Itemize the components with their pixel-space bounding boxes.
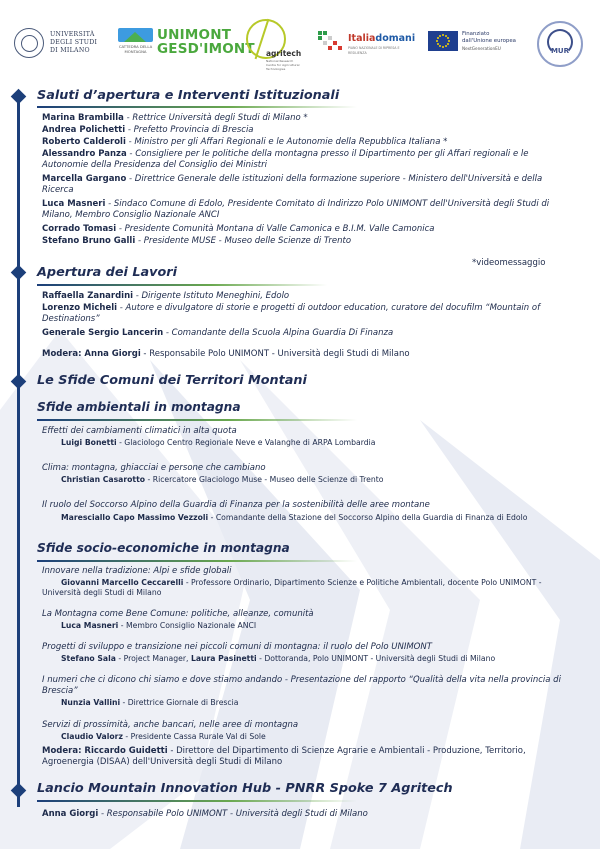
eu-funding-logo	[428, 27, 528, 57]
eu-text-line2: dall'Unione europea	[462, 38, 516, 44]
timeline-marker	[10, 89, 26, 105]
section-underline	[37, 284, 327, 286]
unimi-logo-line: UNIVERSITÀ	[50, 31, 95, 38]
section-underline	[37, 560, 357, 562]
eu-star-icon	[447, 37, 449, 39]
talk-speaker: Stefano Sala - Project Manager, Laura Pasinetti - Dottoranda, Polo UNIMONT - Università degli Studi di Milano	[61, 654, 496, 663]
speaker-entry: Raffaella Zanardini - Dirigente Istituto Meneghini, Edolo	[42, 291, 290, 301]
speaker-entry: Generale Sergio Lancerin - Comandante della Scuola Alpina Guardia Di Finanza	[42, 328, 394, 338]
talk-speaker: Claudio Valorz - Presidente Cassa Rurale Val di Sole	[61, 732, 266, 741]
speaker-entry: Stefano Bruno Galli - Presidente MUSE - Museo delle Scienze di Trento	[42, 236, 352, 246]
section-title-sfide: Le Sfide Comuni dei Territori Montani	[37, 373, 307, 388]
mountain-icon	[118, 28, 153, 42]
timeline-line	[17, 96, 20, 807]
eu-flag-icon	[428, 31, 458, 51]
section-title-apertura: Apertura dei Lavori	[37, 265, 177, 280]
italiadomani-logo	[318, 27, 418, 61]
moderator-entry: Modera: Anna Giorgi - Responsabile Polo UNIMONT - Università degli Studi di Milano	[42, 349, 410, 359]
talk-speaker: Luigi Bonetti - Glaciologo Centro Regionale Neve e Valanghe di ARPA Lombardia	[61, 438, 376, 447]
unimi-logo	[14, 27, 114, 59]
speaker-entry: Roberto Calderoli - Ministro per gli Affari Regionali e le Autonomie della Repubblica Italiana *	[42, 137, 448, 147]
speaker-entry: Anna Giorgi - Responsabile Polo UNIMONT - Università degli Studi di Milano	[42, 809, 368, 819]
eu-star-icon	[447, 43, 449, 45]
agritech-subtitle: National Research Centre for Agricultural Technologies	[266, 59, 300, 71]
eu-star-icon	[439, 45, 441, 47]
talk-speaker: Nunzia Vallini - Direttrice Giornale di Brescia	[61, 698, 239, 707]
eu-text-line1: Finanziato	[462, 31, 490, 37]
speaker-entry: Marina Brambilla - Rettrice Università degli Studi di Milano *	[42, 113, 308, 123]
subsection-title-socio: Sfide socio-economiche in montagna	[37, 541, 290, 555]
section-underline	[37, 106, 357, 108]
speaker-entry: Lorenzo Micheli - Autore e divulgatore di storie e progetti di outdoor education, curatore del docufilm “Mountain of Destinations”	[42, 303, 541, 324]
speaker-entry: Alessandro Panza - Consigliere per le politiche della montagna presso il Dipartimento per gli Affari regionali e le Autonomie della Presidenza del Consiglio dei Ministri	[42, 149, 529, 170]
timeline-marker	[10, 783, 26, 799]
eu-star-icon	[448, 40, 450, 42]
eu-star-icon	[437, 37, 439, 39]
cattedra-montagna-logo	[118, 28, 153, 56]
italiadomani-name: Italiadomani	[348, 33, 416, 44]
eu-star-icon	[439, 35, 441, 37]
cattedra-montagna-text: CATTEDRA DELLA MONTAGNA	[118, 44, 153, 54]
eu-star-icon	[442, 46, 444, 48]
talk-speaker: Giovanni Marcello Ceccarelli - Professore Ordinario, Dipartimento Scienze e Politiche Ambientali, docente Polo UNIMONT - Università degli Studi di Milano	[42, 578, 542, 597]
talk-title: La Montagna come Bene Comune: politiche, alleanze, comunità	[42, 609, 314, 619]
speaker-entry: Luca Masneri - Sindaco Comune di Edolo, Presidente Comitato di Indirizzo Polo UNIMONT dell'Università degli Studi di Milano, Membro Consiglio Nazionale ANCI	[42, 199, 550, 220]
eu-star-icon	[442, 34, 444, 36]
eu-text-line3: NextGenerationEU	[462, 46, 501, 51]
talk-title: Innovare nella tradizione: Alpi e sfide globali	[42, 566, 232, 576]
eu-star-icon	[437, 43, 439, 45]
eu-star-icon	[436, 40, 438, 42]
timeline-marker	[10, 265, 26, 281]
talk-title: Servizi di prossimità, anche bancari, nelle aree di montagna	[42, 720, 299, 730]
italia-flag-icon	[318, 29, 344, 53]
eu-star-icon	[445, 45, 447, 47]
talk-title: Progetti di sviluppo e transizione nei piccoli comuni di montagna: il ruolo del Polo UNIMONT	[42, 642, 432, 652]
unimont-logo	[157, 28, 255, 56]
speaker-entry: Andrea Polichetti - Prefetto Provincia di Brescia	[42, 125, 254, 135]
talk-title: Clima: montagna, ghiacciai e persone che cambiano	[42, 463, 266, 473]
videomessage-note: *videomessaggio	[472, 258, 546, 268]
talk-title: Il ruolo del Soccorso Alpino della Guardia di Finanza per la sostenibilità delle aree montane	[42, 500, 430, 510]
timeline-marker	[10, 374, 26, 390]
section-title-saluti: Saluti d’apertura e Interventi Istituzionali	[37, 88, 340, 103]
talk-speaker: Maresciallo Capo Massimo Vezzoli - Comandante della Stazione del Soccorso Alpino della Guardia di Finanza di Edolo	[61, 513, 528, 522]
speaker-entry: Corrado Tomasi - Presidente Comunità Montana di Valle Camonica e B.I.M. Valle Camonica	[42, 224, 435, 234]
unimi-logo-line: DI MILANO	[50, 47, 90, 54]
section-underline	[37, 419, 357, 421]
talk-title: I numeri che ci dicono chi siamo e dove stiamo andando - Presentazione del rapporto “Qualità della vita nella provincia di Brescia”	[42, 675, 561, 696]
speaker-entry: Marcella Gargano - Direttrice Generale delle istituzioni della formazione superiore - Ministero dell'Università e della Ricerca	[42, 174, 543, 195]
unimont-logo-line1: UNIMONT	[157, 27, 232, 43]
italiadomani-subtitle: PIANO NAZIONALE DI RIPRESA E RESILIENZA	[348, 46, 400, 55]
talk-title: Effetti dei cambiamenti climatici in alta quota	[42, 426, 237, 436]
talk-speaker: Christian Casarotto - Ricercatore Glaciologo Muse - Museo delle Scienze di Trento	[61, 475, 384, 484]
unimont-logo-line2: GESD'IMONT	[157, 41, 255, 57]
subsection-title-ambientali: Sfide ambientali in montagna	[37, 400, 241, 414]
agritech-name: agritech	[266, 49, 302, 58]
section-underline	[37, 800, 357, 802]
unimi-logo-line: DEGLI STUDI	[50, 39, 98, 46]
moderator-entry: Modera: Riccardo Guidetti - Direttore del Dipartimento di Scienze Agrarie e Ambientali - Produzione, Territorio, Agroenergia (DISAA) dell'Università degli Studi di Milano	[42, 746, 526, 767]
partner-logos-bar	[0, 0, 600, 76]
mur-name: MUR	[550, 47, 570, 55]
mur-logo	[537, 21, 583, 67]
unimi-seal-icon	[14, 28, 44, 58]
agritech-logo	[242, 19, 300, 69]
talk-speaker: Luca Masneri - Membro Consiglio Nazionale ANCI	[61, 621, 257, 630]
section-title-lancio: Lancio Mountain Innovation Hub - PNRR Spoke 7 Agritech	[37, 781, 453, 796]
